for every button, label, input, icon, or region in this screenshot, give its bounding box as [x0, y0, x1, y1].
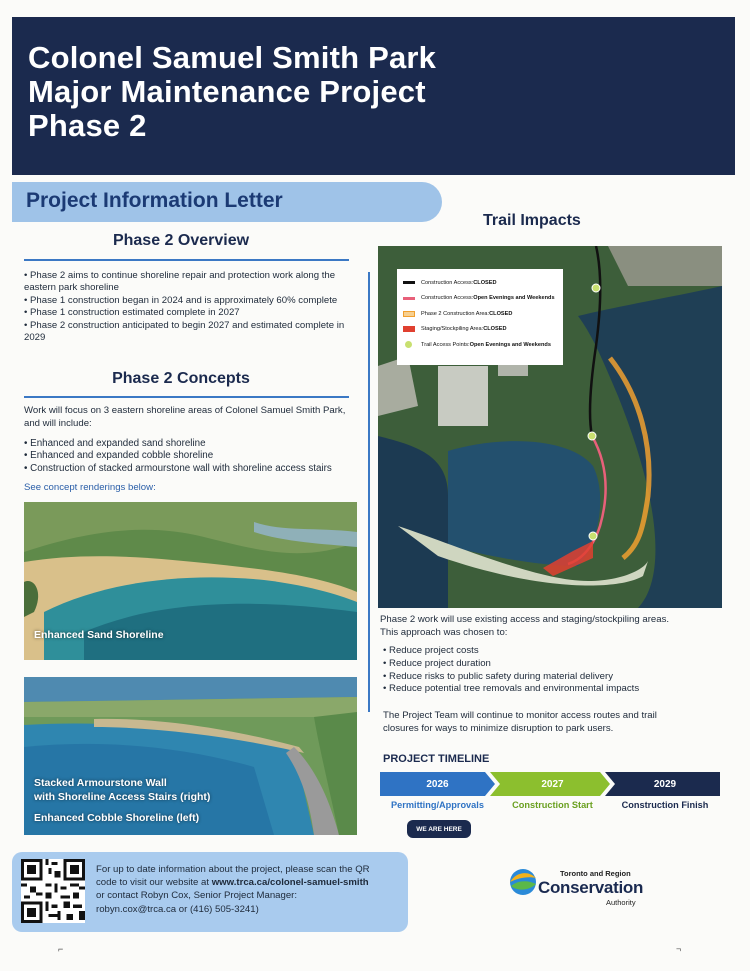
legend-status: CLOSED — [489, 310, 513, 317]
legend-swatch-black-line — [403, 281, 415, 284]
timeline-year-2027: 2027 — [541, 778, 564, 790]
overview-rule — [24, 259, 349, 261]
legend-row — [403, 275, 557, 291]
contact-line-1: For up to date information about the project, please scan the QR — [96, 864, 370, 875]
trail-impacts-map — [378, 246, 722, 608]
trail-bullets — [383, 645, 728, 696]
overview-bullet: • Phase 1 construction estimated complete in 2027 — [24, 307, 349, 319]
concepts-title: Phase 2 Concepts — [112, 370, 250, 387]
trail-intro-1: Phase 2 work will use existing access and staging/stockpiling areas. — [380, 614, 670, 625]
legend-status: CLOSED — [473, 279, 497, 286]
overview-bullet: • Phase 2 construction anticipated to begin 2027 and estimated complete in 2029 — [24, 320, 349, 345]
trail-bullet: • Reduce risks to public safety during material delivery — [383, 671, 728, 684]
legend-label: Construction Access: — [421, 279, 474, 286]
trail-bullet: • Reduce project duration — [383, 658, 728, 671]
concept-bullet: • Enhanced and expanded cobble shoreline — [24, 450, 359, 462]
timeline-year-2026: 2026 — [426, 778, 449, 790]
trca-logo-icon — [508, 868, 538, 896]
trail-impacts-title: Trail Impacts — [483, 212, 581, 229]
trail-bullet: • Reduce project costs — [383, 645, 728, 658]
renderings-link[interactable]: See concept renderings below: — [24, 482, 156, 493]
legend-label: Staging/Stockpiling Area: — [421, 326, 484, 333]
concepts-rule — [24, 396, 349, 398]
timeline-title: PROJECT TIMELINE — [383, 753, 490, 765]
map-legend — [397, 269, 563, 365]
concepts-intro: Work will focus on 3 eastern shoreline areas of Colonel Samuel Smith Park, and will include: — [24, 405, 346, 429]
legend-swatch-orange-area — [403, 311, 415, 317]
armourstone-wall-rendering — [24, 677, 357, 835]
header-banner — [12, 17, 735, 175]
crop-mark-right: ¬ — [676, 944, 682, 954]
qr-code-icon — [21, 859, 85, 923]
contact-text — [96, 863, 370, 916]
contact-line-2-prefix: code to visit our website at — [96, 877, 212, 889]
trail-closing-2: closures for ways to minimize disruption to park users. — [383, 723, 614, 734]
contact-line-2 — [96, 876, 370, 889]
trail-bullet: • Reduce potential tree removals and environmental impacts — [383, 683, 728, 696]
website-link[interactable]: www.trca.ca/colonel-samuel-smith — [211, 877, 369, 889]
wall-caption-line-1: Stacked Armourstone Wall — [34, 777, 167, 789]
title-line-3: Phase 2 — [28, 108, 147, 143]
crop-mark-left: ⌐ — [58, 944, 64, 954]
concepts-bullets — [24, 438, 359, 475]
cobble-caption: Enhanced Cobble Shoreline (left) — [34, 812, 200, 824]
legend-label: Construction Access: — [421, 295, 474, 302]
legend-row — [403, 306, 557, 322]
trca-logo — [508, 866, 658, 912]
legend-swatch-red-area — [403, 326, 415, 332]
legend-swatch-access-point — [405, 341, 412, 348]
concept-bullet: • Enhanced and expanded sand shoreline — [24, 438, 359, 450]
sand-shoreline-caption: Enhanced Sand Shoreline — [34, 629, 164, 641]
logo-line-3: Authority — [606, 898, 636, 907]
concept-bullet: • Construction of stacked armourstone wall with shoreline access stairs — [24, 463, 359, 475]
legend-status: Open Evenings and Weekends — [473, 295, 555, 302]
we-are-here-badge: WE ARE HERE — [407, 820, 471, 838]
timeline-label-permitting: Permitting/Approvals — [391, 800, 484, 810]
qr-code[interactable] — [21, 859, 85, 923]
contact-line-4[interactable]: robyn.cox@trca.ca or (416) 505-3241) — [96, 903, 259, 915]
contact-line-3: or contact Robyn Cox, Senior Project Manager: — [96, 890, 298, 902]
wall-caption-line-2: with Shoreline Access Stairs (right) — [34, 791, 211, 803]
sand-shoreline-rendering — [24, 502, 357, 660]
legend-label: Trail Access Points: — [421, 341, 470, 348]
legend-swatch-pink-line — [403, 297, 415, 300]
title-line-1: Colonel Samuel Smith Park — [28, 40, 437, 75]
overview-title: Phase 2 Overview — [112, 232, 250, 249]
logo-line-1: Toronto and Region — [560, 869, 631, 878]
legend-row — [403, 337, 557, 353]
project-information-letter-banner — [12, 182, 442, 222]
overview-bullets — [24, 270, 349, 344]
banner-label: Project Information Letter — [26, 189, 283, 212]
trail-closing-1: The Project Team will continue to monitor access routes and trail — [383, 710, 657, 721]
trail-intro-2: This approach was chosen to: — [380, 627, 508, 638]
column-divider — [368, 272, 370, 712]
timeline-label-construction-finish: Construction Finish — [621, 800, 709, 810]
logo-line-2: Conservation — [538, 878, 644, 897]
title-line-2: Major Maintenance Project — [28, 74, 426, 109]
overview-bullet: • Phase 1 construction began in 2024 and is approximately 60% complete — [24, 295, 349, 307]
timeline-label-construction-start: Construction Start — [512, 800, 593, 810]
overview-bullet: • Phase 2 aims to continue shoreline repair and protection work along the eastern park shoreline — [24, 270, 349, 295]
legend-row — [403, 291, 557, 307]
legend-status: Open Evenings and Weekends — [469, 341, 551, 348]
legend-label: Phase 2 Construction Area: — [421, 310, 490, 317]
legend-row — [403, 322, 557, 338]
legend-status: CLOSED — [483, 326, 507, 333]
timeline-year-2029: 2029 — [653, 778, 677, 790]
